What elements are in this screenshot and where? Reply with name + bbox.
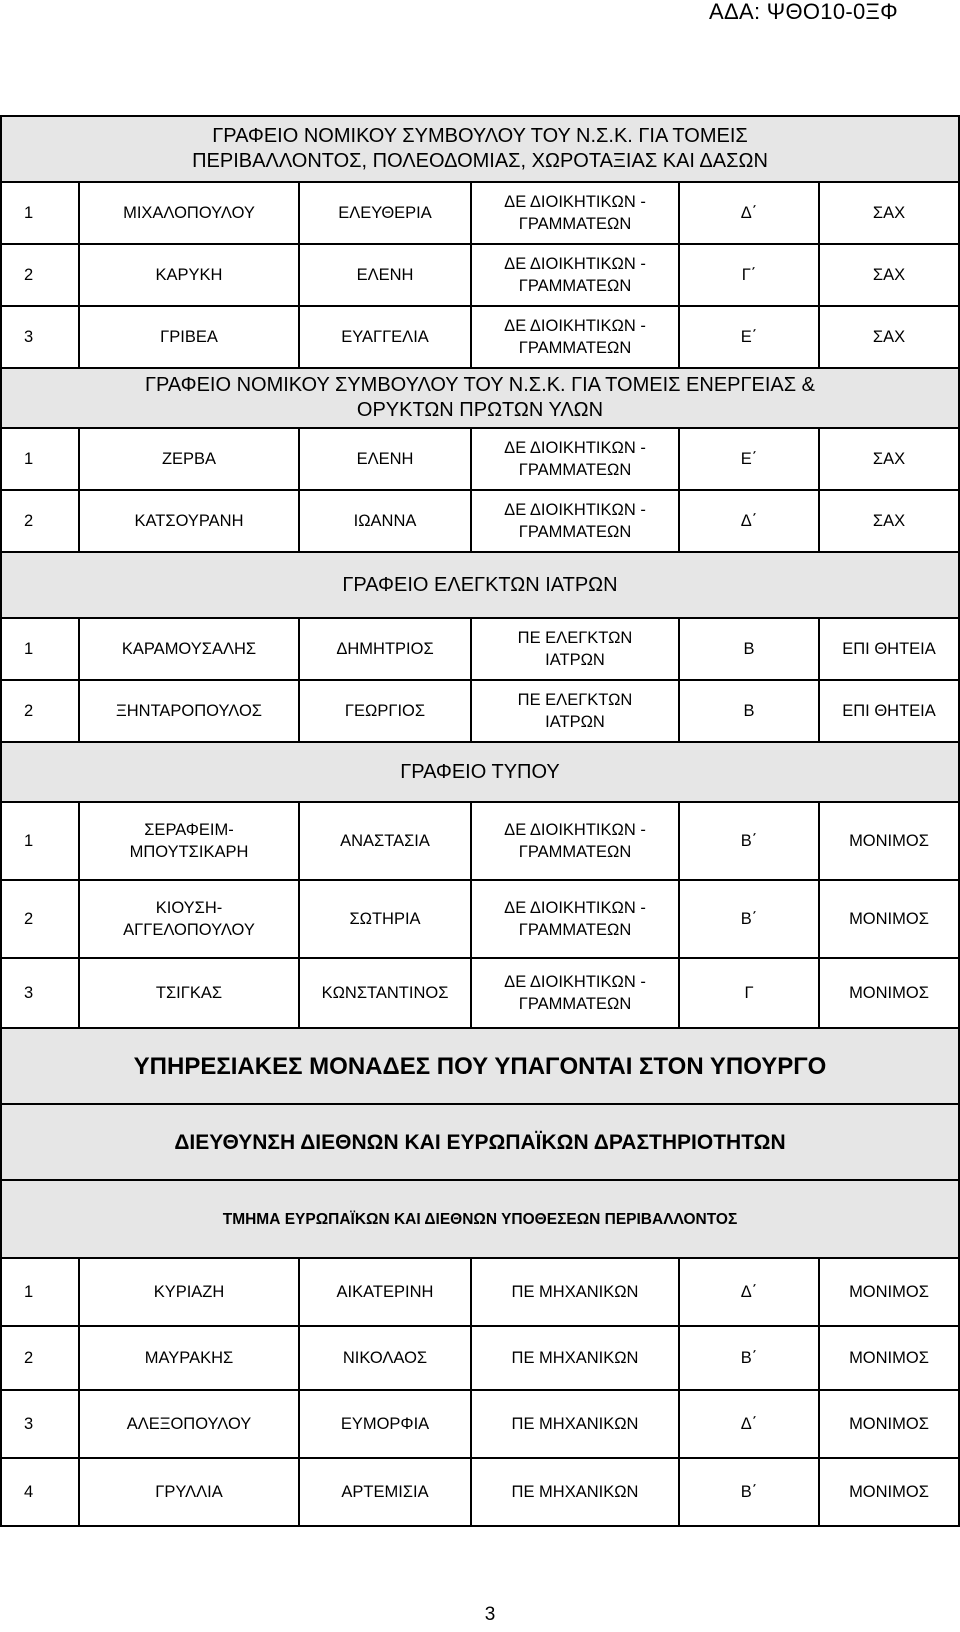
grade-cell: Γ <box>680 959 820 1029</box>
page-number: 3 <box>484 1604 496 1625</box>
status-cell: ΜΟΝΙΜΟΣ <box>820 881 960 959</box>
row-number: 4 <box>2 1459 80 1527</box>
table-row <box>2 429 960 491</box>
table-row <box>2 1259 960 1327</box>
section-heading: ΔΙΕΥΘΥΝΣΗ ΔΙΕΘΝΩΝ ΚΑΙ ΕΥΡΩΠΑΪΚΩΝ ΔΡΑΣΤΗΡΙΟΤΗΤΩΝ <box>2 1105 960 1181</box>
section-heading-row <box>2 743 960 803</box>
surname-cell: ΚΥΡΙΑΖΗ <box>80 1259 300 1327</box>
row-number: 3 <box>2 307 80 369</box>
first-name-cell: ΝΙΚΟΛΑΟΣ <box>300 1327 472 1391</box>
section-heading: ΓΡΑΦΕΙΟ ΕΛΕΓΚΤΩΝ ΙΑΤΡΩΝ <box>2 553 960 619</box>
section-heading-row <box>2 1181 960 1259</box>
section-heading-row <box>2 553 960 619</box>
section-heading-row <box>2 369 960 429</box>
status-cell: ΜΟΝΙΜΟΣ <box>820 1459 960 1527</box>
status-cell: ΕΠΙ ΘΗΤΕΙΑ <box>820 681 960 743</box>
grade-cell: Β <box>680 681 820 743</box>
row-number: 2 <box>2 245 80 307</box>
section-heading-row <box>2 1029 960 1105</box>
surname-cell: ΓΡΥΛΛΙΑ <box>80 1459 300 1527</box>
status-cell: ΣΑΧ <box>820 183 960 245</box>
status-cell: ΜΟΝΙΜΟΣ <box>820 1259 960 1327</box>
position-cell: ΔΕ ΔΙΟΙΚΗΤΙΚΩΝ - ΓΡΑΜΜΑΤΕΩΝ <box>472 245 680 307</box>
table-row <box>2 803 960 881</box>
table-row <box>2 1459 960 1527</box>
table-row <box>2 959 960 1029</box>
section-heading-row <box>2 117 960 183</box>
row-number: 1 <box>2 1259 80 1327</box>
grade-cell: Β΄ <box>680 881 820 959</box>
personnel-table <box>0 115 960 1527</box>
first-name-cell: ΕΛΕΥΘΕΡΙΑ <box>300 183 472 245</box>
first-name-cell: ΑΙΚΑΤΕΡΙΝΗ <box>300 1259 472 1327</box>
first-name-cell: ΙΩΑΝΝΑ <box>300 491 472 553</box>
surname-cell: ΜΙΧΑΛΟΠΟΥΛΟΥ <box>80 183 300 245</box>
row-number: 1 <box>2 183 80 245</box>
first-name-cell: ΕΥΜΟΡΦΙΑ <box>300 1391 472 1459</box>
first-name-cell: ΓΕΩΡΓΙΟΣ <box>300 681 472 743</box>
surname-cell: ΤΣΙΓΚΑΣ <box>80 959 300 1029</box>
table-row <box>2 881 960 959</box>
position-cell: ΔΕ ΔΙΟΙΚΗΤΙΚΩΝ - ΓΡΑΜΜΑΤΕΩΝ <box>472 881 680 959</box>
table-row <box>2 183 960 245</box>
row-number: 2 <box>2 1327 80 1391</box>
table-row <box>2 1327 960 1391</box>
status-cell: ΕΠΙ ΘΗΤΕΙΑ <box>820 619 960 681</box>
grade-cell: Β <box>680 619 820 681</box>
position-cell: ΔΕ ΔΙΟΙΚΗΤΙΚΩΝ - ΓΡΑΜΜΑΤΕΩΝ <box>472 959 680 1029</box>
status-cell: ΜΟΝΙΜΟΣ <box>820 803 960 881</box>
surname-cell: ΚΑΡΑΜΟΥΣΑΛΗΣ <box>80 619 300 681</box>
table-row <box>2 681 960 743</box>
surname-cell: ΚΙΟΥΣΗ- ΑΓΓΕΛΟΠΟΥΛΟΥ <box>80 881 300 959</box>
position-cell: ΔΕ ΔΙΟΙΚΗΤΙΚΩΝ - ΓΡΑΜΜΑΤΕΩΝ <box>472 307 680 369</box>
row-number: 1 <box>2 429 80 491</box>
section-heading: ΓΡΑΦΕΙΟ ΝΟΜΙΚΟΥ ΣΥΜΒΟΥΛΟΥ ΤΟΥ Ν.Σ.Κ. ΓΙΑ ΤΟΜΕΙΣ ΕΝΕΡΓΕΙΑΣ & ΟΡΥΚΤΩΝ ΠΡΩΤΩΝ ΥΛΩΝ <box>2 369 960 429</box>
surname-cell: ΜΑΥΡΑΚΗΣ <box>80 1327 300 1391</box>
first-name-cell: ΑΡΤΕΜΙΣΙΑ <box>300 1459 472 1527</box>
first-name-cell: ΔΗΜΗΤΡΙΟΣ <box>300 619 472 681</box>
section-heading: ΓΡΑΦΕΙΟ ΤΥΠΟΥ <box>2 743 960 803</box>
first-name-cell: ΚΩΝΣΤΑΝΤΙΝΟΣ <box>300 959 472 1029</box>
status-cell: ΣΑΧ <box>820 429 960 491</box>
section-heading-row <box>2 1105 960 1181</box>
grade-cell: Ε΄ <box>680 429 820 491</box>
surname-cell: ΣΕΡΑΦΕΙΜ- ΜΠΟΥΤΣΙΚΑΡΗ <box>80 803 300 881</box>
position-cell: ΔΕ ΔΙΟΙΚΗΤΙΚΩΝ - ΓΡΑΜΜΑΤΕΩΝ <box>472 183 680 245</box>
ada-code: ΑΔΑ: ΨΘΟ10-0ΞΦ <box>709 0 898 24</box>
grade-cell: Δ΄ <box>680 183 820 245</box>
section-heading: ΤΜΗΜΑ ΕΥΡΩΠΑΪΚΩΝ ΚΑΙ ΔΙΕΘΝΩΝ ΥΠΟΘΕΣΕΩΝ ΠΕΡΙΒΑΛΛΟΝΤΟΣ <box>2 1181 960 1259</box>
surname-cell: ΞΗΝΤΑΡΟΠΟΥΛΟΣ <box>80 681 300 743</box>
row-number: 3 <box>2 1391 80 1459</box>
grade-cell: Δ΄ <box>680 1259 820 1327</box>
first-name-cell: ΣΩΤΗΡΙΑ <box>300 881 472 959</box>
status-cell: ΣΑΧ <box>820 307 960 369</box>
status-cell: ΜΟΝΙΜΟΣ <box>820 1327 960 1391</box>
table-row <box>2 245 960 307</box>
row-number: 3 <box>2 959 80 1029</box>
grade-cell: Β΄ <box>680 1327 820 1391</box>
position-cell: ΠΕ ΕΛΕΓΚΤΩΝ ΙΑΤΡΩΝ <box>472 619 680 681</box>
position-cell: ΔΕ ΔΙΟΙΚΗΤΙΚΩΝ - ΓΡΑΜΜΑΤΕΩΝ <box>472 429 680 491</box>
position-cell: ΠΕ ΕΛΕΓΚΤΩΝ ΙΑΤΡΩΝ <box>472 681 680 743</box>
grade-cell: Ε΄ <box>680 307 820 369</box>
surname-cell: ΖΕΡΒΑ <box>80 429 300 491</box>
row-number: 1 <box>2 803 80 881</box>
table-row <box>2 619 960 681</box>
position-cell: ΔΕ ΔΙΟΙΚΗΤΙΚΩΝ - ΓΡΑΜΜΑΤΕΩΝ <box>472 491 680 553</box>
grade-cell: Δ΄ <box>680 491 820 553</box>
position-cell: ΠΕ ΜΗΧΑΝΙΚΩΝ <box>472 1327 680 1391</box>
first-name-cell: ΑΝΑΣΤΑΣΙΑ <box>300 803 472 881</box>
table-row <box>2 1391 960 1459</box>
grade-cell: Δ΄ <box>680 1391 820 1459</box>
first-name-cell: ΕΛΕΝΗ <box>300 245 472 307</box>
first-name-cell: ΕΥΑΓΓΕΛΙΑ <box>300 307 472 369</box>
row-number: 2 <box>2 491 80 553</box>
grade-cell: Γ΄ <box>680 245 820 307</box>
surname-cell: ΑΛΕΞΟΠΟΥΛΟΥ <box>80 1391 300 1459</box>
row-number: 1 <box>2 619 80 681</box>
status-cell: ΣΑΧ <box>820 491 960 553</box>
surname-cell: ΚΑΤΣΟΥΡΑΝΗ <box>80 491 300 553</box>
position-cell: ΠΕ ΜΗΧΑΝΙΚΩΝ <box>472 1391 680 1459</box>
surname-cell: ΚΑΡΥΚΗ <box>80 245 300 307</box>
table-row <box>2 491 960 553</box>
status-cell: ΜΟΝΙΜΟΣ <box>820 959 960 1029</box>
first-name-cell: ΕΛΕΝΗ <box>300 429 472 491</box>
grade-cell: Β΄ <box>680 1459 820 1527</box>
status-cell: ΜΟΝΙΜΟΣ <box>820 1391 960 1459</box>
position-cell: ΔΕ ΔΙΟΙΚΗΤΙΚΩΝ - ΓΡΑΜΜΑΤΕΩΝ <box>472 803 680 881</box>
section-heading: ΓΡΑΦΕΙΟ ΝΟΜΙΚΟΥ ΣΥΜΒΟΥΛΟΥ ΤΟΥ Ν.Σ.Κ. ΓΙΑ ΤΟΜΕΙΣ ΠΕΡΙΒΑΛΛΟΝΤΟΣ, ΠΟΛΕΟΔΟΜΙΑΣ, ΧΩΡΟΤΑΞΙΑΣ ΚΑΙ ΔΑΣΩΝ <box>2 117 960 183</box>
grade-cell: Β΄ <box>680 803 820 881</box>
position-cell: ΠΕ ΜΗΧΑΝΙΚΩΝ <box>472 1259 680 1327</box>
position-cell: ΠΕ ΜΗΧΑΝΙΚΩΝ <box>472 1459 680 1527</box>
row-number: 2 <box>2 881 80 959</box>
status-cell: ΣΑΧ <box>820 245 960 307</box>
surname-cell: ΓΡΙΒΕΑ <box>80 307 300 369</box>
table-row <box>2 307 960 369</box>
section-heading: ΥΠΗΡΕΣΙΑΚΕΣ ΜΟΝΑΔΕΣ ΠΟΥ ΥΠΑΓΟΝΤΑΙ ΣΤΟΝ ΥΠΟΥΡΓΟ <box>2 1029 960 1105</box>
row-number: 2 <box>2 681 80 743</box>
